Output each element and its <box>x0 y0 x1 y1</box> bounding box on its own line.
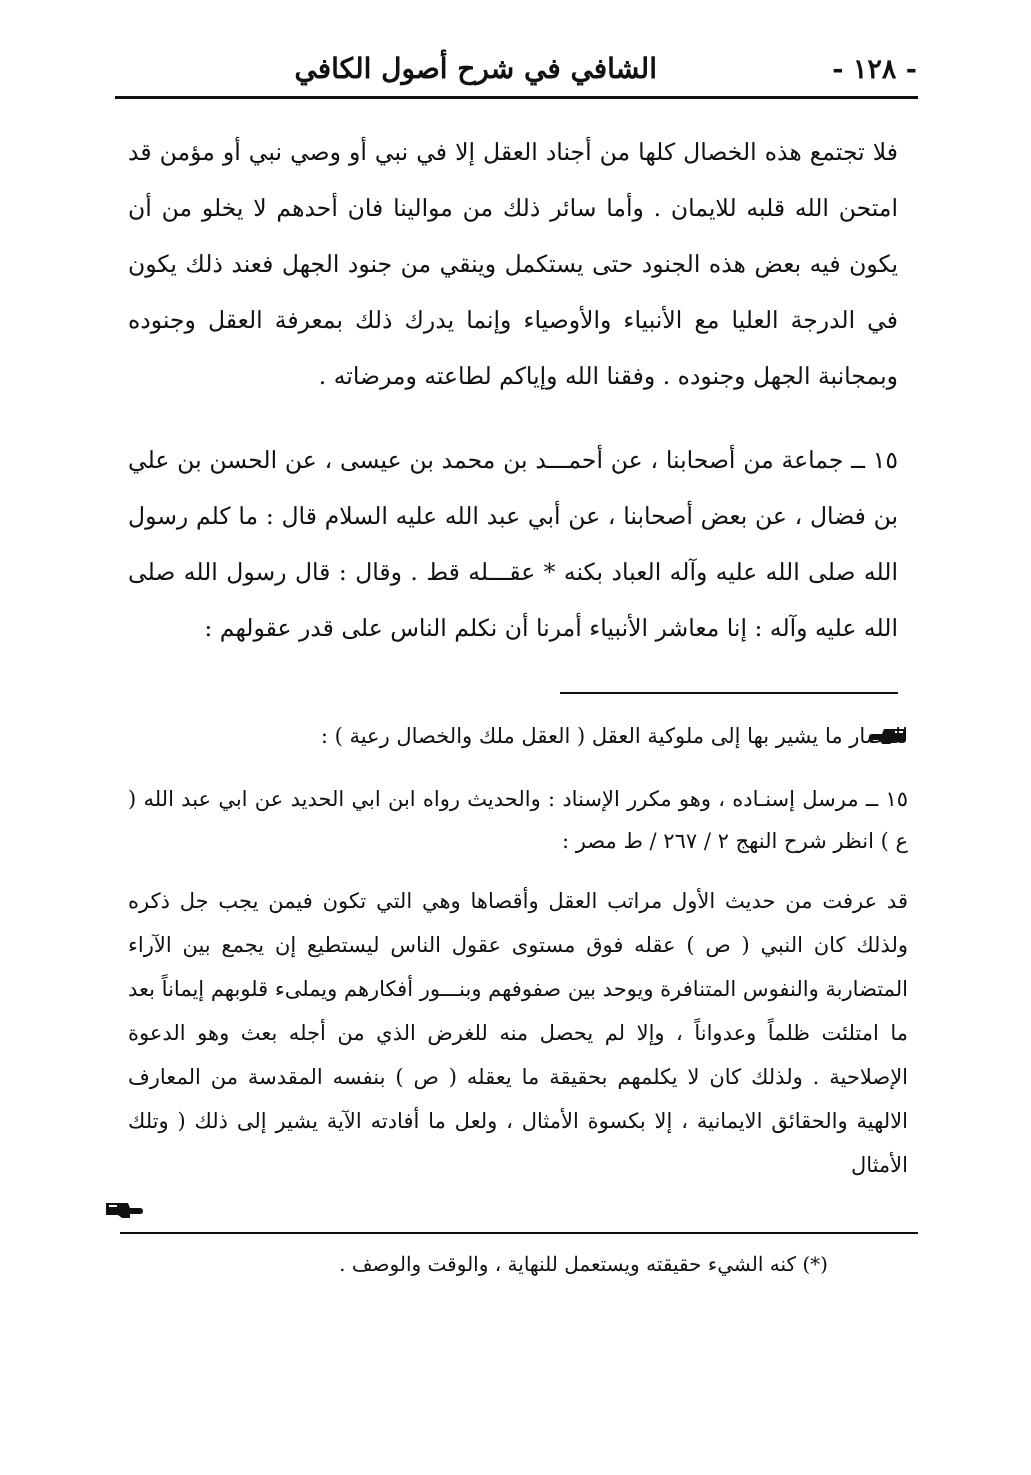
pointing-hand-icon <box>104 1198 144 1220</box>
commentary-body: قد عرفت من حديث الأول مراتب العقل وأقصاها وهي التي تكون فيمن يجب جل ذكره ولذلك كان النبي ( ص ) عقله فوق مستوى عقول الناس ليستطيع إن يجمع بين الآراء المتضاربة والنفوس المتنافرة ويوحد بين صفوفهم وبنـــور أفكارهم ويملىء قلوبهم إيماناً بعد ما امتلئت ظلماً وعدواناً ، وإلا لم يحصل منه للغرض الذي من أجله بعث وهو الدعوة الإصلاحية . ولذلك كان لا يكلمهم بحقيقة ما يعقله ( ص ) بنفسه المقدسة من المعارف الالهية والحقائق الايمانية ، إلا بكسوة الأمثال ، ولعل ما أفادته الآية يشير إلى ذلك ( وتلك الأمثال <box>128 889 908 1177</box>
footnote: (*) كنه الشيء حقيقته ويستعمل للنهاية ، والوقت والوصف . <box>339 1252 828 1276</box>
main-paragraph-hadith-15: ١٥ ــ جماعة من أصحابنا ، عن أحمـــد بن محمد بن عيسى ، عن الحسن بن علي بن فضال ، عن بعض أصحابنا ، عن أبي عبد الله عليه السلام قال : ما كلم رسول الله صلى الله عليه وآله العباد بكنه * عقـــله قط . وقال : قال رسول الله صلى الله عليه وآله : إنا معاشر الأنبياء أمرنا أن نكلم الناس على قدر عقولهم : <box>128 446 898 642</box>
page-number: - ١٢٨ - <box>832 54 917 85</box>
main-paragraph-1: فلا تجتمع هذه الخصال كلها من أجناد العقل إلا في نبي أو وصي نبي أو مؤمن قد امتحن الله قلبه للايمان . وأما سائر ذلك من موالينا فان أحدهم لا يخلو من أن يكون فيه بعض هذه الجنود حتى يستكمل وينقي من جنود الجهل فعند ذلك يكون في الدرجة العليا مع الأنبياء والأوصياء وإنما يدرك ذلك بمعرفة العقل وجنوده وبمجانبة الجهل وجنوده . وفقنا الله وإياكم لطاعته ومرضاته . <box>128 138 898 390</box>
commentary-note: للقصار ما يشير بها إلى ملوكية العقل ( العقل ملك والخصال رعية ) : <box>320 724 908 748</box>
commentary-hadith-15: ١٥ ــ مرسل إسنـاده ، وهو مكرر الإسناد : والحديث رواه ابن ابي الحديد عن ابي عبد الله ( ع ) انظر شرح النهج ٢ / ٢٦٧ / ط مصر : <box>128 787 908 853</box>
section-rule <box>560 692 898 694</box>
footnote-rule <box>120 1232 918 1234</box>
header-rule <box>115 96 918 99</box>
running-title: الشافي في شرح أصول الكافي <box>294 52 657 85</box>
page-header <box>115 48 917 90</box>
